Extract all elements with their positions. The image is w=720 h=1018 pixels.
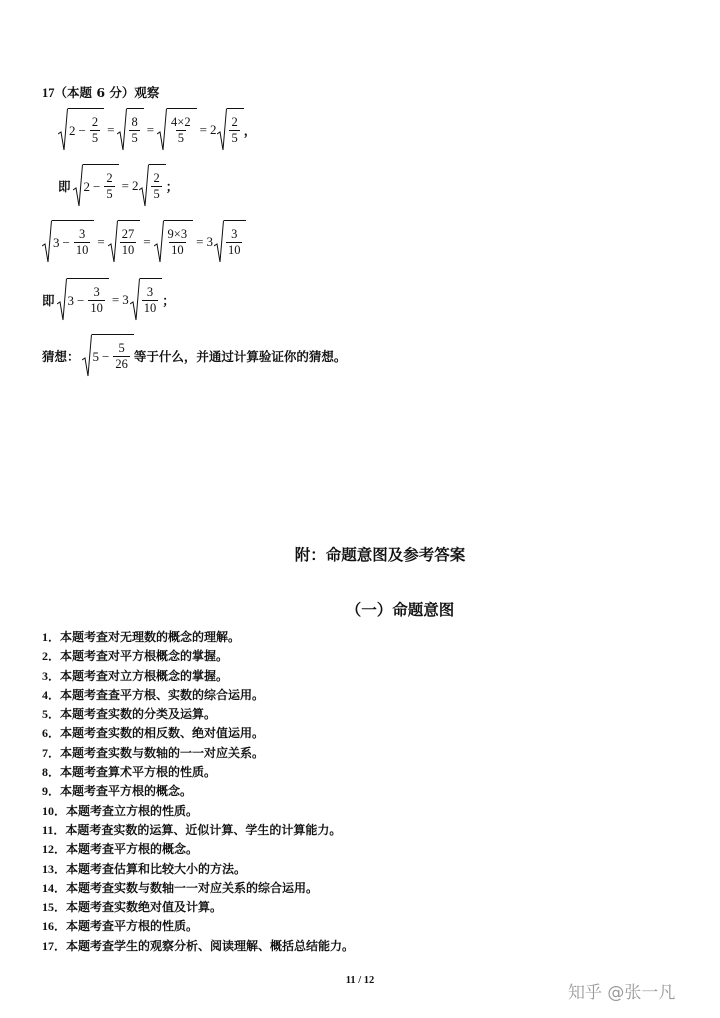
question-note: （本题 6 分）观察 <box>54 85 160 100</box>
radical <box>108 220 141 264</box>
equals-sign: = <box>97 234 105 249</box>
list-item: 6．本题考查实数的相反数、绝对值运用。 <box>42 726 265 741</box>
fraction: $\frac{9\times 3}{10}$ <box>167 226 188 257</box>
radical <box>217 108 243 152</box>
radical <box>58 108 104 152</box>
prefix-ji: 即 <box>42 293 55 308</box>
appendix-title: 附：命题意图及参考答案 <box>294 545 466 564</box>
radical <box>57 278 109 322</box>
list-item: 15．本题考查实数绝对值及计算。 <box>42 900 223 915</box>
list-item: 7．本题考查实数与数轴的一一对应关系。 <box>42 745 265 760</box>
list-item: 10．本题考查立方根的性质。 <box>42 803 199 818</box>
list-item: 1．本题考查对无理数的概念的理解。 <box>42 630 241 644</box>
equals-sign: = <box>121 178 129 193</box>
fraction: $\frac{3}{10}$ <box>75 226 89 257</box>
radical-int: 2 <box>83 178 91 194</box>
punctuation: ， <box>243 123 257 138</box>
radical <box>42 220 94 264</box>
prefix-ji: 即 <box>58 179 71 194</box>
fraction: $\frac{4\times 2}{5}$ <box>171 114 191 145</box>
fraction: $\frac{27}{10}$ <box>121 226 135 257</box>
coefficient: 3 <box>206 234 213 249</box>
equals-sign: = <box>196 234 204 249</box>
fraction: $\frac{3}{10}$ <box>227 226 241 257</box>
coefficient: 2 <box>131 178 139 193</box>
list-item: 5．本题考查实数的分类及运算。 <box>42 707 217 722</box>
equals-sign: = <box>199 122 207 137</box>
fraction: $\frac{2}{5}$ <box>91 114 99 145</box>
guess-prefix: 猜想： <box>42 349 80 364</box>
question-header <box>42 83 159 101</box>
minus-sign: − <box>77 292 85 308</box>
radical <box>73 164 119 208</box>
fraction: $\frac{2}{5}$ <box>106 170 113 201</box>
list-item: 4．本题考查查平方根、实数的综合运用。 <box>42 687 265 702</box>
radical <box>139 164 165 208</box>
radical-int: 3 <box>53 234 60 250</box>
section-title: （一）命题意图 <box>345 600 455 619</box>
radical <box>130 278 163 322</box>
punctuation: ； <box>165 179 179 194</box>
list-item: 13．本题考查估算和比较大小的方法。 <box>42 861 247 876</box>
fraction: $\frac{2}{5}$ <box>231 114 238 145</box>
equals-sign: = <box>107 122 115 137</box>
minus-sign: − <box>93 178 101 194</box>
fraction: $\frac{8}{5}$ <box>131 114 138 145</box>
list-item: 8．本题考查算术平方根的性质。 <box>42 765 217 780</box>
equation-3 <box>42 220 246 264</box>
equation-1 <box>58 108 256 152</box>
question-number: 17 <box>42 86 55 100</box>
radical <box>157 108 197 152</box>
list-item: 2．本题考查对平方根概念的掌握。 <box>42 649 229 664</box>
radical-int: 5 <box>92 348 100 364</box>
fraction: $\frac{2}{5}$ <box>153 170 160 201</box>
list-item: 3．本题考查对立方根概念的掌握。 <box>42 668 229 683</box>
equals-sign: = <box>146 122 155 137</box>
minus-sign: − <box>102 348 110 364</box>
guess-suffix: 等于什么，并通过计算验证你的猜想。 <box>133 349 347 364</box>
radical-int: 3 <box>67 292 75 308</box>
equation-2 <box>58 164 178 208</box>
watermark: 知乎 @张一凡 <box>568 983 676 1003</box>
list-item: 16．本题考查平方根的性质。 <box>42 919 199 934</box>
minus-sign: − <box>78 122 86 138</box>
radical-int: 2 <box>69 122 76 138</box>
fraction: $\frac{3}{10}$ <box>143 284 157 315</box>
radical <box>117 108 143 152</box>
coefficient: 3 <box>122 292 129 307</box>
minus-sign: − <box>62 234 70 250</box>
list-item: 14．本题考查实数与数轴一一对应关系的综合运用。 <box>42 880 319 895</box>
equation-4 <box>42 278 175 322</box>
page-number: 11 / 12 <box>345 975 375 986</box>
radical <box>214 220 247 264</box>
radical <box>82 334 134 378</box>
equals-sign: = <box>111 292 120 307</box>
punctuation: ； <box>162 293 175 308</box>
fraction: $\frac{3}{10}$ <box>90 284 103 315</box>
equals-sign: = <box>143 234 151 249</box>
guess-line <box>42 334 346 378</box>
radical <box>154 220 194 264</box>
list-item: 11．本题考查实数的运算、近似计算、学生的计算能力。 <box>42 822 342 837</box>
list-item: 9．本题考查平方根的概念。 <box>42 784 193 799</box>
list-item: 17．本题考查学生的观察分析、阅读理解、概括总结能力。 <box>42 938 355 953</box>
coefficient: 2 <box>209 122 217 137</box>
intent-list <box>42 628 354 956</box>
list-item: 12．本题考查平方根的概念。 <box>42 842 199 857</box>
fraction: $\frac{5}{26}$ <box>115 340 128 371</box>
